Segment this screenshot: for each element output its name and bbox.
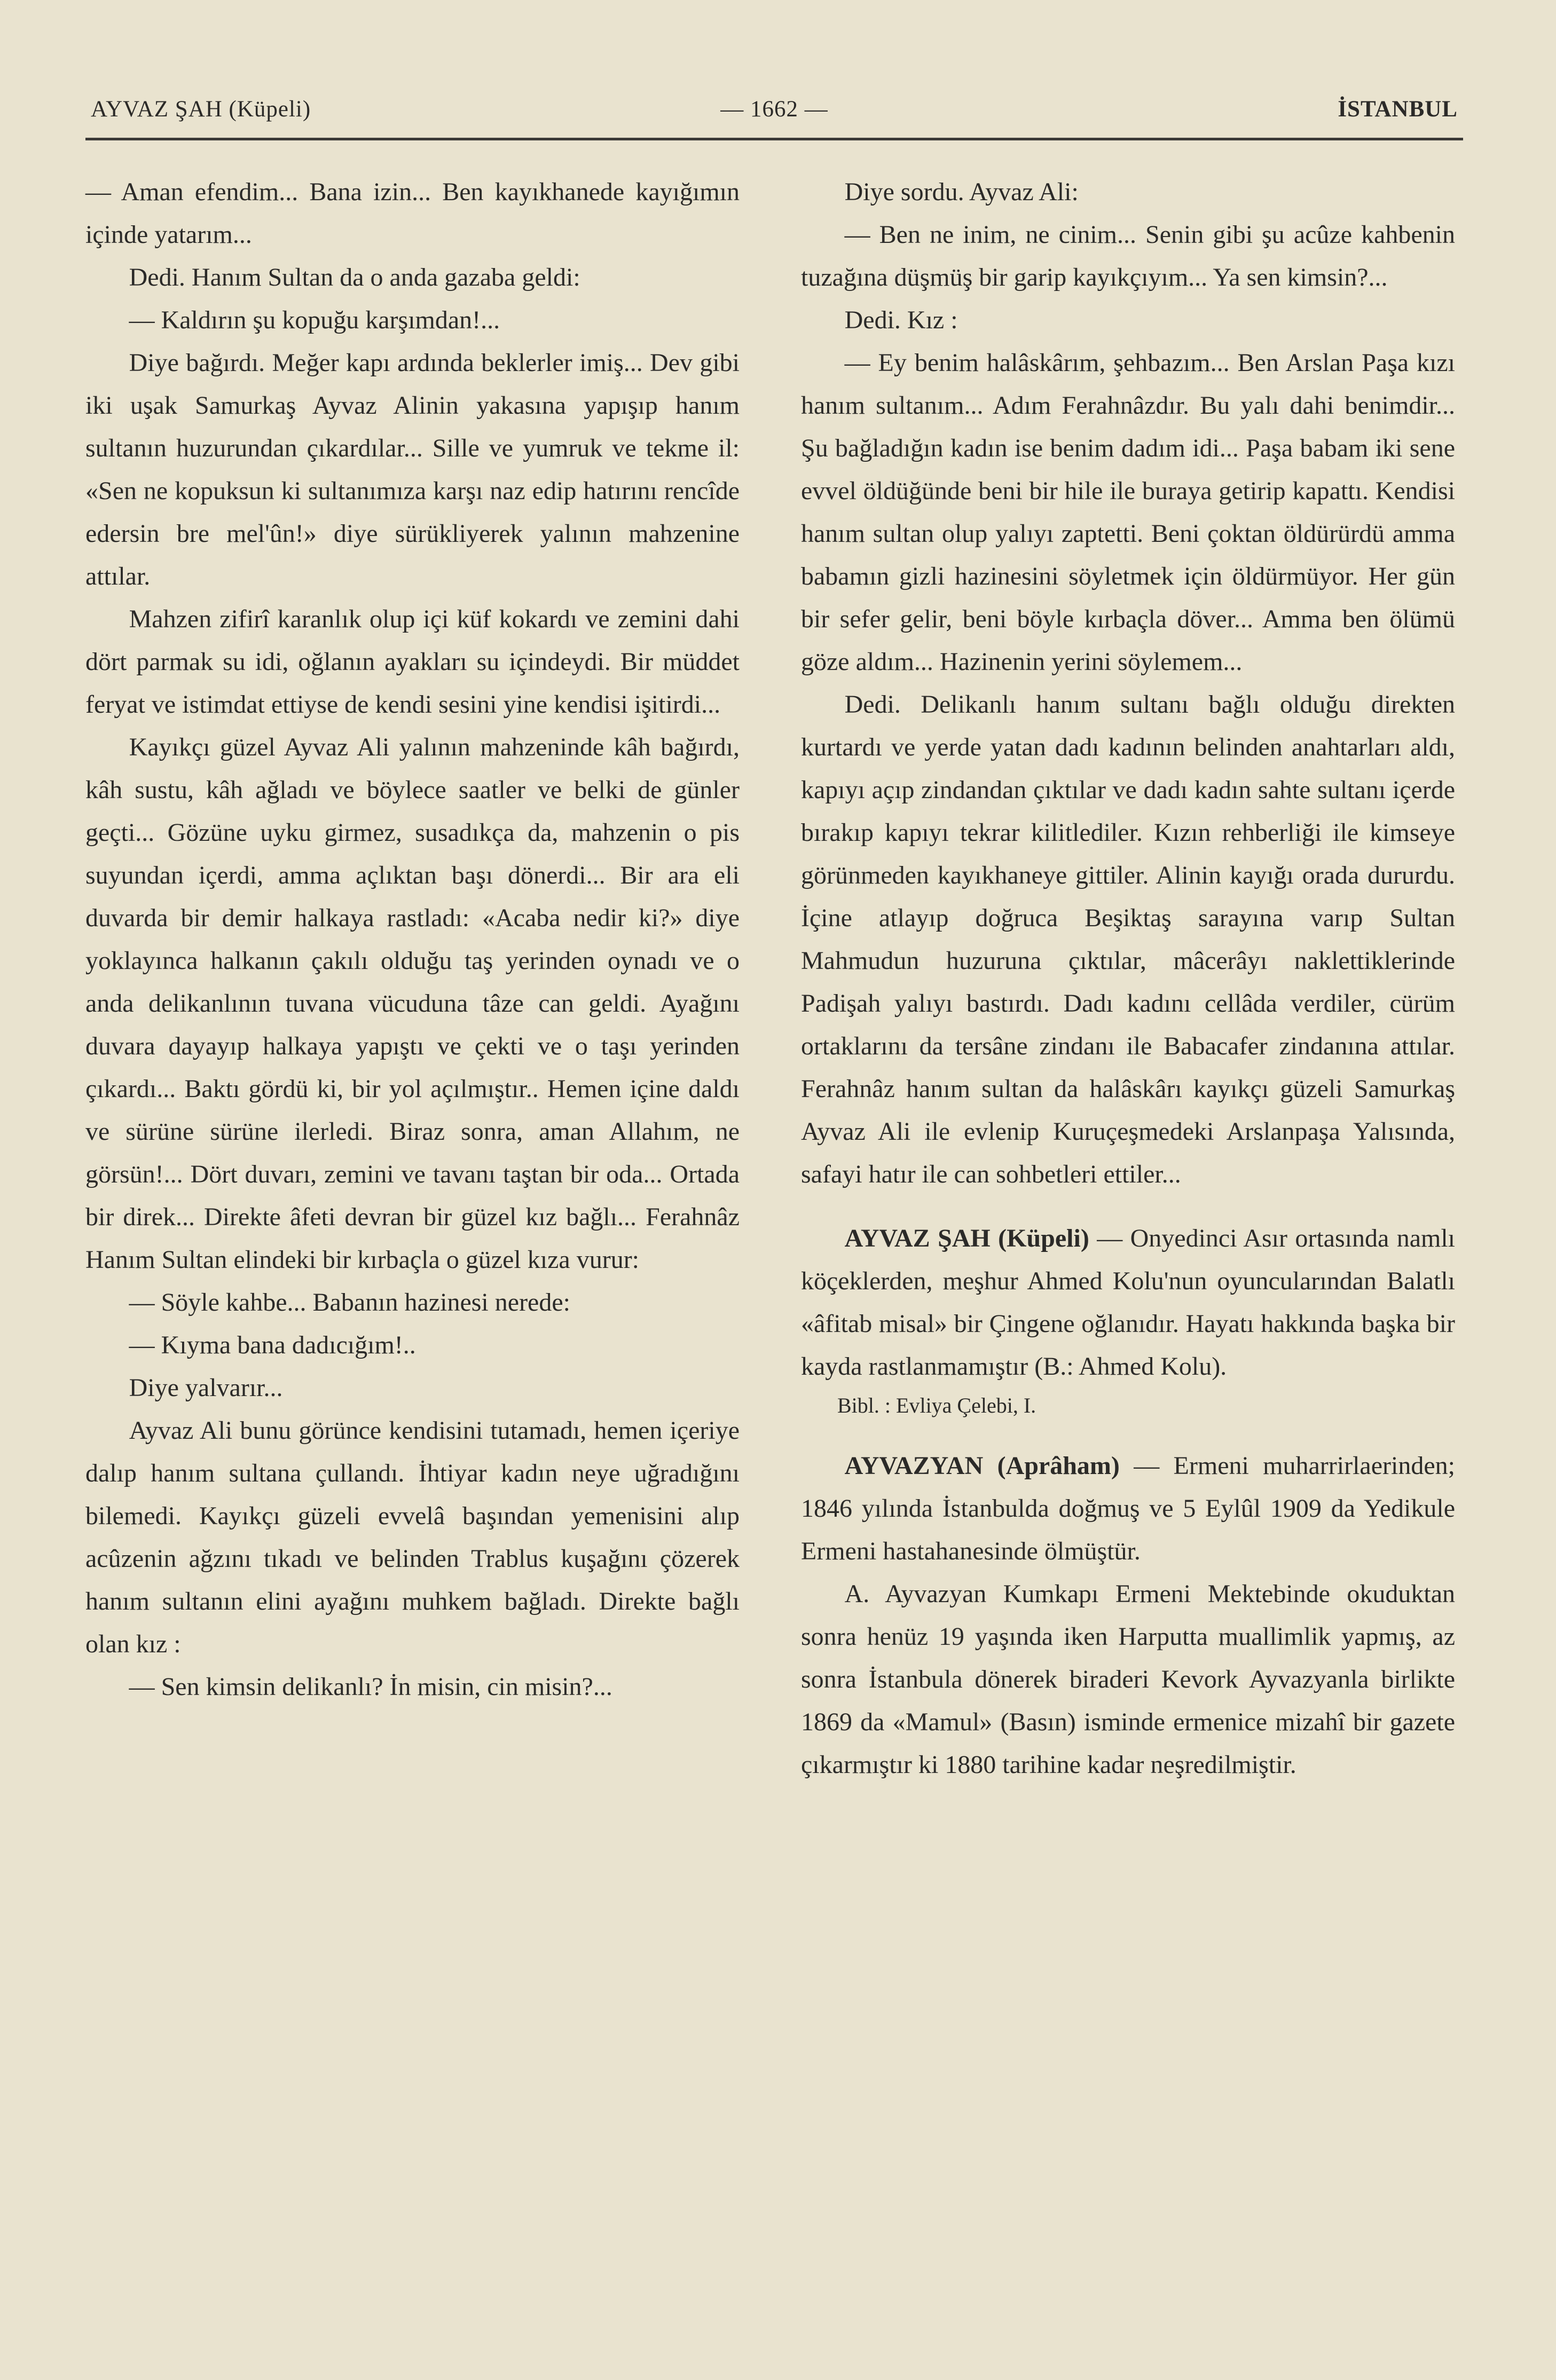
bibliography: Bibl. : Evliya Çelebi, I. bbox=[837, 1393, 1036, 1417]
entry-title: AYVAZ ŞAH (Küpeli) bbox=[844, 1224, 1089, 1252]
paragraph: Dedi. Hanım Sultan da o anda gazaba geldi: bbox=[129, 263, 580, 291]
paragraph: Dedi. Kız : bbox=[844, 306, 958, 334]
paragraph: A. Ayvazyan Kumkapı Ermeni Mektebinde okuduktan sonra henüz 19 yaşında iken Harputta muallimlik yapmış, az sonra İstanbula dönerek biraderi Kevork Ayvazyanla birlikte 1869 da «Mamul» (Basın) isminde ermenice mizahî bir gazete çıkarmıştır ki 1880 tarihine kadar neşredilmiştir. bbox=[801, 1580, 1455, 1779]
paragraph: Kayıkçı güzel Ayvaz Ali yalının mahzeninde kâh bağırdı, kâh sustu, kâh ağladı ve böylece saatler ve belki de günler geçti... Gözüne uyku girmez, susadıkça da, mahzenin o pis suyundan içerdi, amma açlıktan başı dönerdi... Bir ara eli duvarda bir demir halkaya rastladı: «Acaba nedir ki?» diye yoklayınca halkanın çakılı olduğu taş yerinden oynadı ve o anda delikanlının tuvana vücuduna tâze can geldi. Ayağını duvara dayayıp halkaya yapıştı ve çekti ve o taşı yerinden çıkardı... Baktı gördü ki, bir yol açılmıştır.. Hemen içine daldı ve sürüne sürüne ilerledi. Biraz sonra, aman Allahım, ne görsün!... Dört duvarı, zemini ve tavanı taştan bir oda... Ortada bir direk... Direkte âfeti devran bir güzel kız bağlı... Ferahnâz Hanım Sultan elindeki bir kırbaçla o güzel kıza vurur: bbox=[85, 733, 740, 1274]
paragraph: — Aman efendim... Bana izin... Ben kayıkhanede kayığımın içinde yatarım... bbox=[85, 178, 740, 249]
entry-title: AYVAZYAN (Aprâham) bbox=[844, 1452, 1120, 1480]
entry-text: — Ermeni muharrirlaerinden; 1846 yılında İstanbulda doğmuş ve 5 Eylûl 1909 da Yedikule Ermeni hastahanesinde ölmüştür. bbox=[801, 1452, 1455, 1565]
running-header bbox=[91, 96, 1458, 133]
page-number: — 1662 — bbox=[720, 97, 828, 122]
paragraph: — Ben ne inim, ne cinim... Senin gibi şu acûze kahbenin tuzağına düşmüş bir garip kayıkçıyım... Ya sen kimsin?... bbox=[801, 220, 1455, 291]
header-right: İSTANBUL bbox=[1338, 97, 1458, 122]
right-column bbox=[801, 171, 1455, 1786]
paragraph: Mahzen zifirî karanlık olup içi küf kokardı ve zemini dahi dört parmak su idi, oğlanın ayakları su içindeydi. Bir müddet feryat ve istimdat ettiyse de kendi sesini yine kendisi işitirdi... bbox=[85, 605, 740, 719]
entry-ayvazyan bbox=[801, 1445, 1455, 1573]
paragraph: Diye yalvarır... bbox=[129, 1374, 283, 1402]
left-column bbox=[85, 171, 740, 1708]
paragraph: Diye bağırdı. Meğer kapı ardında beklerler imiş... Dev gibi iki uşak Samurkaş Ayvaz Alinin yakasına yapışıp hanım sultanın huzurundan çıkardılar... Sille ve yumruk ve tekme il: «Sen ne kopuksun ki sultanımıza karşı naz edip hatırını rencîde edersin bre mel'ûn!» diye sürükliyerek yalının mahzenine attılar. bbox=[85, 349, 740, 590]
entry-ayvaz-sah bbox=[801, 1217, 1455, 1388]
paragraph: — Kıyma bana dadıcığım!.. bbox=[129, 1331, 416, 1359]
paragraph: — Kaldırın şu kopuğu karşımdan!... bbox=[129, 306, 500, 334]
paragraph: Diye sordu. Ayvaz Ali: bbox=[844, 178, 1079, 206]
paragraph: — Sen kimsin delikanlı? İn misin, cin misin?... bbox=[129, 1673, 612, 1701]
header-left: AYVAZ ŞAH (Küpeli) bbox=[91, 97, 311, 122]
paragraph: — Ey benim halâskârım, şehbazım... Ben Arslan Paşa kızı hanım sultanım... Adım Ferahnâzdır. Bu yalı dahi benimdir... Şu bağladığın kadın ise benim dadım idi... Paşa babam iki sene evvel öldüğünde beni bir hile ile buraya getirip kapattı. Kendisi hanım sultan olup yalıyı zaptetti. Beni çoktan öldürürdü amma babamın gizli hazinesini söyletmek için öldürmüyor. Her gün bir sefer gelir, beni böyle kırbaçla döver... Amma ben ölümü göze aldım... Hazinenin yerini söylemem... bbox=[801, 349, 1455, 676]
entry-text: — Onyedinci Asır ortasında namlı köçeklerden, meşhur Ahmed Kolu'nun oyuncularından Balatlı «âfitab misal» bir Çingene oğlanıdır. Hayatı hakkında başka bir kayda rastlanmamıştır (B.: Ahmed Kolu). bbox=[801, 1224, 1455, 1381]
paragraph: Ayvaz Ali bunu görünce kendisini tutamadı, hemen içeriye dalıp hanım sultana çullandı. İhtiyar kadın neye uğradığını bilemedi. Kayıkçı güzeli evvelâ başından yemenisini alıp acûzenin ağzını tıkadı ve belinden Trablus kuşağını çözerek hanım sultanın elini ayağını muhkem bağladı. Direkte bağlı olan kız : bbox=[85, 1416, 740, 1658]
paragraph: — Söyle kahbe... Babanın hazinesi nerede: bbox=[129, 1288, 570, 1317]
paragraph: Dedi. Delikanlı hanım sultanı bağlı olduğu direkten kurtardı ve yerde yatan dadı kadının belinden anahtarları aldı, kapıyı açıp zindandan çıktılar ve dadı kadın sahte sultanı içerde bırakıp kapıyı tekrar kilitlediler. Kızın rehberliği ile kimseye görünmeden kayıkhaneye gittiler. Alinin kayığı orada dururdu. İçine atlayıp doğruca Beşiktaş sarayına varıp Sultan Mahmudun huzuruna çıktılar, mâcerâyı naklettiklerinde Padişah yalıyı bastırdı. Dadı kadını cellâda verdiler, cürüm ortaklarını da tersâne zindanı ile Babacafer zindanına attılar. Ferahnâz hanım sultan da halâskârı kayıkçı güzeli Samurkaş Ayvaz Ali ile evlenip Kuruçeşmedeki Arslanpaşa Yalısında, safayi hatır ile can sohbetleri ettiler... bbox=[801, 690, 1455, 1188]
header-rule bbox=[85, 138, 1463, 140]
